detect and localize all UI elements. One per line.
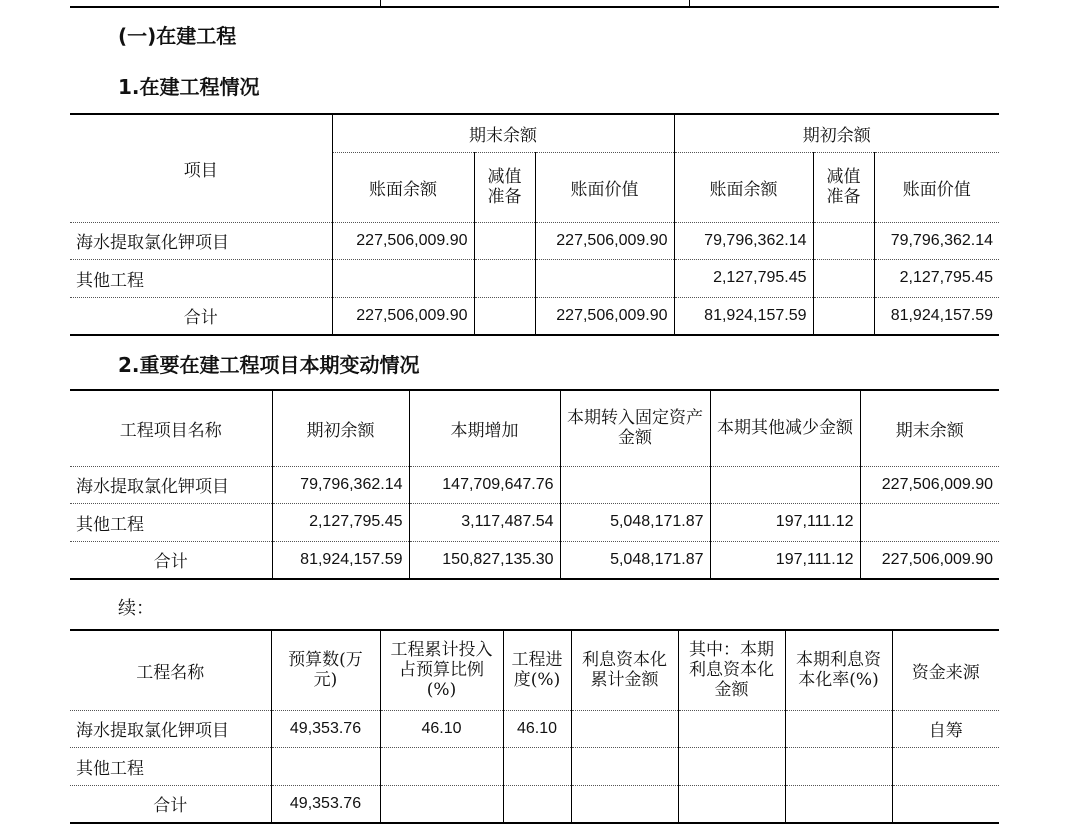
header-capitalized-interest: 利息资本化累计金额 [571, 630, 678, 710]
total-row [70, 541, 999, 579]
cell-progress [503, 785, 571, 823]
cell-begin-impairment [813, 259, 874, 297]
cell-begin: 81,924,157.59 [272, 541, 409, 579]
cell-fund-source [892, 785, 999, 823]
cell-ratio: 46.10 [380, 710, 503, 747]
header-progress: 工程进度(%) [503, 630, 571, 710]
header-book-balance: 账面余额 [332, 152, 474, 222]
cell-increase: 147,709,647.76 [409, 466, 560, 503]
cell-other-decrease: 197,111.12 [710, 503, 860, 541]
header-investment-ratio: 工程累计投入占预算比例(%) [380, 630, 503, 710]
major-project-changes-table [70, 389, 999, 580]
header-item: 项目 [70, 114, 332, 222]
header-impairment: 减值准备 [813, 152, 874, 222]
header-book-value: 账面价值 [535, 152, 674, 222]
cell-end-impairment [474, 297, 535, 335]
header-end-balance-group: 期末余额 [332, 114, 674, 152]
construction-in-progress-table [70, 113, 999, 336]
header-project-name: 工程项目名称 [70, 390, 272, 466]
row-name: 合计 [70, 541, 272, 579]
cell-begin-value: 81,924,157.59 [874, 297, 999, 335]
cell-begin-value: 79,796,362.14 [874, 222, 999, 259]
row-name: 海水提取氯化钾项目 [70, 710, 271, 747]
table-row [70, 503, 999, 541]
cell-cap-rate [785, 785, 892, 823]
cell-cap-interest [571, 785, 678, 823]
cell-fund-source: 自筹 [892, 710, 999, 747]
header-current-capitalized-interest: 其中：本期利息资本化金额 [678, 630, 785, 710]
row-name: 海水提取氯化钾项目 [70, 466, 272, 503]
cell-budget: 49,353.76 [271, 710, 380, 747]
header-fund-source: 资金来源 [892, 630, 999, 710]
subsection-title-2: 2.重要在建工程项目本期变动情况 [118, 353, 420, 377]
header-increase: 本期增加 [409, 390, 560, 466]
row-name: 其他工程 [70, 259, 332, 297]
section-title: (一)在建工程 [118, 24, 237, 48]
cell-other-decrease [710, 466, 860, 503]
cell-cap-rate [785, 747, 892, 785]
cell-end-value: 227,506,009.90 [535, 222, 674, 259]
cell-end-balance: 227,506,009.90 [332, 297, 474, 335]
header-transfer-fixed-assets: 本期转入固定资产金额 [560, 390, 710, 466]
cell-end [860, 503, 999, 541]
row-name: 其他工程 [70, 503, 272, 541]
cell-begin-impairment [813, 297, 874, 335]
cell-budget [271, 747, 380, 785]
cell-fund-source [892, 747, 999, 785]
total-row [70, 297, 999, 335]
continued-label: 续： [118, 598, 154, 619]
cell-cur-cap-interest [678, 710, 785, 747]
cell-transfer: 5,048,171.87 [560, 503, 710, 541]
cell-increase: 150,827,135.30 [409, 541, 560, 579]
header-other-decrease: 本期其他减少金额 [710, 390, 860, 466]
cell-ratio [380, 785, 503, 823]
header-begin-balance-group: 期初余额 [674, 114, 999, 152]
cell-begin-value: 2,127,795.45 [874, 259, 999, 297]
cell-end-value: 227,506,009.90 [535, 297, 674, 335]
row-name: 合计 [70, 785, 271, 823]
subsection-title-1: 1.在建工程情况 [118, 75, 260, 99]
row-name: 海水提取氯化钾项目 [70, 222, 332, 259]
header-budget: 预算数(万元) [271, 630, 380, 710]
cell-transfer [560, 466, 710, 503]
cell-cur-cap-interest [678, 785, 785, 823]
cell-end: 227,506,009.90 [860, 541, 999, 579]
cell-ratio [380, 747, 503, 785]
project-budget-table [70, 629, 999, 824]
cell-progress: 46.10 [503, 710, 571, 747]
header-book-balance: 账面余额 [674, 152, 813, 222]
row-name: 合计 [70, 297, 332, 335]
cell-budget: 49,353.76 [271, 785, 380, 823]
cell-cap-interest [571, 710, 678, 747]
header-end-balance: 期末余额 [860, 390, 999, 466]
cell-increase: 3,117,487.54 [409, 503, 560, 541]
total-row [70, 785, 999, 823]
prev-table-bottom-border [70, 6, 999, 8]
cell-begin-balance: 79,796,362.14 [674, 222, 813, 259]
cell-cap-rate [785, 710, 892, 747]
cell-begin-impairment [813, 222, 874, 259]
cell-end: 227,506,009.90 [860, 466, 999, 503]
cell-cap-interest [571, 747, 678, 785]
cell-progress [503, 747, 571, 785]
table-row [70, 466, 999, 503]
cell-end-balance [332, 259, 474, 297]
cell-end-balance: 227,506,009.90 [332, 222, 474, 259]
cell-begin: 2,127,795.45 [272, 503, 409, 541]
cell-end-value [535, 259, 674, 297]
cell-transfer: 5,048,171.87 [560, 541, 710, 579]
table-row [70, 259, 999, 297]
cell-begin: 79,796,362.14 [272, 466, 409, 503]
header-begin-balance: 期初余额 [272, 390, 409, 466]
cell-cur-cap-interest [678, 747, 785, 785]
cell-begin-balance: 81,924,157.59 [674, 297, 813, 335]
header-capitalization-rate: 本期利息资本化率(%) [785, 630, 892, 710]
cell-other-decrease: 197,111.12 [710, 541, 860, 579]
cell-end-impairment [474, 222, 535, 259]
cell-end-impairment [474, 259, 535, 297]
header-project-name: 工程名称 [70, 630, 271, 710]
table-row [70, 747, 999, 785]
row-name: 其他工程 [70, 747, 271, 785]
table-row [70, 222, 999, 259]
table-row [70, 710, 999, 747]
cell-begin-balance: 2,127,795.45 [674, 259, 813, 297]
header-impairment: 减值准备 [474, 152, 535, 222]
header-book-value: 账面价值 [874, 152, 999, 222]
